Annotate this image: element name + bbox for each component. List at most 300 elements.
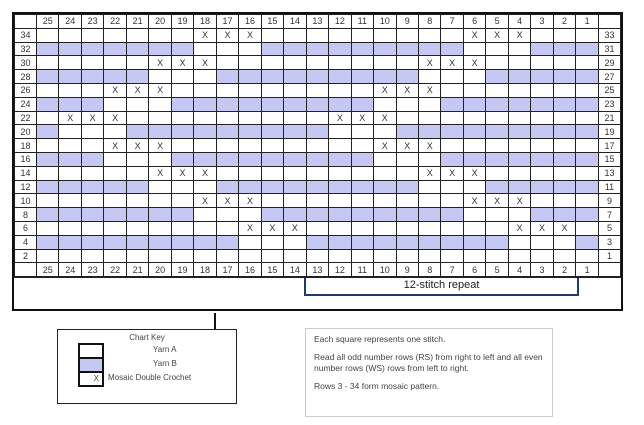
stitch-yarn-a: [37, 28, 59, 42]
stitch-yarn-a: [463, 249, 485, 263]
stitch-yarn-a: [396, 28, 418, 42]
stitch-yarn-b: [329, 180, 351, 194]
stitch-mosaic-dc: X: [284, 221, 306, 235]
row-number-even: 34: [15, 28, 37, 42]
stitch-yarn-b: [194, 125, 216, 139]
stitch-yarn-b: [396, 70, 418, 84]
stitch-yarn-a: [463, 139, 485, 153]
column-number: 12: [329, 15, 351, 29]
stitch-yarn-a: [329, 194, 351, 208]
stitch-yarn-b: [374, 42, 396, 56]
stitch-yarn-a: [194, 208, 216, 222]
stitch-yarn-a: [126, 166, 148, 180]
stitch-yarn-b: [553, 208, 575, 222]
column-number: 9: [396, 263, 418, 277]
stitch-mosaic-dc: X: [216, 28, 238, 42]
stitch-yarn-a: [37, 56, 59, 70]
stitch-yarn-a: [149, 97, 171, 111]
stitch-yarn-b: [81, 235, 103, 249]
column-number: 9: [396, 15, 418, 29]
stitch-yarn-a: [239, 249, 261, 263]
mosaic-chart: [12, 12, 623, 311]
stitch-yarn-a: [104, 56, 126, 70]
stitch-mosaic-dc: X: [374, 111, 396, 125]
chart-row: [15, 180, 621, 194]
stitch-yarn-a: [59, 139, 81, 153]
chart-footer: [14, 277, 621, 309]
stitch-yarn-a: [284, 194, 306, 208]
stitch-yarn-b: [463, 235, 485, 249]
stitch-yarn-b: [351, 42, 373, 56]
stitch-yarn-a: [81, 83, 103, 97]
stitch-yarn-a: [441, 83, 463, 97]
row-number-even: 30: [15, 56, 37, 70]
column-number: 25: [37, 263, 59, 277]
stitch-yarn-b: [216, 235, 238, 249]
stitch-yarn-b: [441, 208, 463, 222]
stitch-yarn-b: [576, 180, 599, 194]
stitch-mosaic-dc: X: [329, 111, 351, 125]
stitch-yarn-b: [553, 125, 575, 139]
stitch-yarn-b: [126, 208, 148, 222]
stitch-yarn-b: [126, 70, 148, 84]
stitch-yarn-b: [306, 235, 328, 249]
column-number: 13: [306, 15, 328, 29]
column-number: 3: [531, 15, 553, 29]
stitch-yarn-b: [418, 125, 440, 139]
column-number: 3: [531, 263, 553, 277]
stitch-yarn-b: [261, 42, 283, 56]
stitch-yarn-b: [37, 235, 59, 249]
stitch-yarn-a: [216, 208, 238, 222]
stitch-yarn-b: [553, 180, 575, 194]
stitch-yarn-b: [284, 42, 306, 56]
stitch-yarn-a: [216, 221, 238, 235]
stitch-yarn-b: [216, 97, 238, 111]
stitch-yarn-a: [81, 56, 103, 70]
stitch-yarn-b: [396, 42, 418, 56]
column-number: 14: [284, 263, 306, 277]
stitch-yarn-a: [261, 194, 283, 208]
stitch-yarn-a: [284, 111, 306, 125]
stitch-yarn-b: [284, 70, 306, 84]
stitch-yarn-a: [171, 83, 193, 97]
stitch-yarn-b: [37, 152, 59, 166]
stitch-yarn-b: [463, 125, 485, 139]
stitch-yarn-b: [508, 152, 530, 166]
stitch-yarn-a: [351, 139, 373, 153]
stitch-yarn-a: [149, 70, 171, 84]
stitch-yarn-b: [171, 152, 193, 166]
row-number-odd: 5: [599, 221, 621, 235]
stitch-yarn-a: [418, 152, 440, 166]
stitch-yarn-a: [374, 166, 396, 180]
stitch-yarn-a: [508, 249, 530, 263]
stitch-mosaic-dc: X: [508, 221, 530, 235]
stitch-yarn-a: [351, 249, 373, 263]
stitch-yarn-a: [239, 83, 261, 97]
row-number-odd: 25: [599, 83, 621, 97]
stitch-yarn-b: [104, 42, 126, 56]
row-number-even: 28: [15, 70, 37, 84]
stitch-yarn-a: [396, 111, 418, 125]
stitch-yarn-a: [576, 249, 599, 263]
stitch-yarn-a: [104, 249, 126, 263]
stitch-yarn-a: [396, 56, 418, 70]
stitch-yarn-b: [508, 70, 530, 84]
stitch-yarn-b: [59, 70, 81, 84]
stitch-mosaic-dc: X: [553, 221, 575, 235]
stitch-yarn-b: [576, 42, 599, 56]
stitch-yarn-a: [396, 249, 418, 263]
stitch-yarn-a: [306, 83, 328, 97]
column-number: 19: [171, 263, 193, 277]
stitch-yarn-a: [329, 139, 351, 153]
stitch-mosaic-dc: X: [171, 166, 193, 180]
stitch-yarn-a: [261, 139, 283, 153]
stitch-yarn-a: [508, 83, 530, 97]
column-number: 11: [351, 263, 373, 277]
chart-row: [15, 56, 621, 70]
stitch-yarn-a: [329, 28, 351, 42]
stitch-yarn-b: [194, 97, 216, 111]
stitch-yarn-a: [374, 97, 396, 111]
column-number: 23: [81, 15, 103, 29]
stitch-yarn-b: [59, 208, 81, 222]
stitch-yarn-a: [329, 56, 351, 70]
stitch-yarn-a: [59, 125, 81, 139]
row-number-odd: 13: [599, 166, 621, 180]
chart-grid: [14, 14, 621, 277]
column-number: 14: [284, 15, 306, 29]
stitch-yarn-a: [194, 42, 216, 56]
stitch-yarn-b: [418, 208, 440, 222]
stitch-yarn-b: [486, 97, 508, 111]
stitch-yarn-b: [441, 125, 463, 139]
column-number: 6: [463, 263, 485, 277]
stitch-yarn-a: [418, 70, 440, 84]
stitch-yarn-a: [59, 194, 81, 208]
stitch-yarn-a: [508, 235, 530, 249]
stitch-yarn-b: [239, 70, 261, 84]
stitch-yarn-b: [261, 125, 283, 139]
stitch-yarn-a: [194, 249, 216, 263]
stitch-yarn-b: [59, 235, 81, 249]
stitch-yarn-b: [59, 152, 81, 166]
column-header-row: [15, 15, 621, 29]
column-number: 4: [508, 263, 530, 277]
stitch-yarn-a: [261, 83, 283, 97]
stitch-yarn-a: [396, 97, 418, 111]
stitch-yarn-b: [306, 42, 328, 56]
stitch-mosaic-dc: X: [194, 28, 216, 42]
stitch-yarn-a: [104, 125, 126, 139]
stitch-yarn-a: [171, 28, 193, 42]
stitch-yarn-a: [104, 194, 126, 208]
stitch-yarn-a: [463, 208, 485, 222]
stitch-yarn-b: [486, 180, 508, 194]
chart-row: [15, 42, 621, 56]
stitch-yarn-a: [374, 56, 396, 70]
column-number: 8: [418, 15, 440, 29]
stitch-yarn-b: [81, 97, 103, 111]
stitch-mosaic-dc: X: [104, 139, 126, 153]
stitch-yarn-a: [418, 111, 440, 125]
stitch-mosaic-dc: X: [59, 111, 81, 125]
stitch-yarn-a: [194, 111, 216, 125]
stitch-yarn-a: [351, 221, 373, 235]
stitch-mosaic-dc: X: [261, 221, 283, 235]
stitch-yarn-a: [553, 194, 575, 208]
stitch-yarn-a: [216, 42, 238, 56]
stitch-yarn-a: [463, 70, 485, 84]
stitch-yarn-b: [329, 208, 351, 222]
column-number: 15: [261, 263, 283, 277]
stitch-yarn-b: [418, 235, 440, 249]
stitch-yarn-a: [81, 139, 103, 153]
stitch-mosaic-dc: X: [463, 28, 485, 42]
column-number: 7: [441, 15, 463, 29]
row-number-even: 24: [15, 97, 37, 111]
stitch-yarn-a: [441, 28, 463, 42]
stitch-yarn-a: [126, 221, 148, 235]
stitch-yarn-b: [553, 42, 575, 56]
stitch-mosaic-dc: X: [149, 139, 171, 153]
stitch-yarn-a: [284, 28, 306, 42]
stitch-yarn-a: [59, 166, 81, 180]
stitch-yarn-a: [486, 83, 508, 97]
stitch-yarn-a: [126, 111, 148, 125]
stitch-yarn-a: [171, 139, 193, 153]
column-number: 24: [59, 15, 81, 29]
stitch-yarn-a: [553, 111, 575, 125]
stitch-yarn-a: [486, 139, 508, 153]
stitch-yarn-a: [576, 166, 599, 180]
stitch-yarn-a: [104, 166, 126, 180]
stitch-yarn-a: [306, 56, 328, 70]
chart-row: [15, 83, 621, 97]
stitch-yarn-a: [81, 249, 103, 263]
stitch-yarn-a: [126, 97, 148, 111]
stitch-yarn-a: [284, 83, 306, 97]
stitch-yarn-b: [59, 180, 81, 194]
stitch-yarn-b: [576, 235, 599, 249]
stitch-yarn-a: [104, 28, 126, 42]
stitch-yarn-a: [216, 83, 238, 97]
stitch-yarn-a: [239, 235, 261, 249]
column-number: 8: [418, 263, 440, 277]
stitch-yarn-a: [486, 42, 508, 56]
stitch-yarn-a: [171, 111, 193, 125]
row-number-odd: 21: [599, 111, 621, 125]
row-number-odd: 27: [599, 70, 621, 84]
stitch-yarn-a: [149, 111, 171, 125]
row-number-odd: 15: [599, 152, 621, 166]
chart-row: [15, 235, 621, 249]
stitch-yarn-b: [261, 152, 283, 166]
stitch-mosaic-dc: X: [486, 28, 508, 42]
stitch-mosaic-dc: X: [374, 83, 396, 97]
stitch-yarn-a: [351, 166, 373, 180]
stitch-mosaic-dc: X: [104, 83, 126, 97]
stitch-yarn-a: [171, 180, 193, 194]
stitch-mosaic-dc: X: [194, 194, 216, 208]
stitch-yarn-b: [171, 125, 193, 139]
swatch-yarn-a: [80, 345, 102, 359]
stitch-yarn-b: [171, 235, 193, 249]
stitch-yarn-b: [329, 235, 351, 249]
stitch-yarn-b: [284, 208, 306, 222]
stitch-yarn-a: [126, 249, 148, 263]
column-number: 1: [576, 15, 599, 29]
stitch-yarn-a: [329, 249, 351, 263]
column-number: 17: [216, 263, 238, 277]
row-number-odd: 33: [599, 28, 621, 42]
stitch-yarn-a: [59, 221, 81, 235]
chart-row: [15, 70, 621, 84]
stitch-yarn-b: [508, 180, 530, 194]
stitch-yarn-a: [396, 221, 418, 235]
stitch-yarn-b: [81, 208, 103, 222]
stitch-yarn-a: [553, 166, 575, 180]
stitch-mosaic-dc: X: [396, 139, 418, 153]
row-number-odd: 1: [599, 249, 621, 263]
stitch-mosaic-dc: X: [441, 56, 463, 70]
stitch-yarn-b: [553, 97, 575, 111]
row-number-even: 32: [15, 42, 37, 56]
stitch-yarn-a: [374, 221, 396, 235]
chart-row: [15, 221, 621, 235]
stitch-mosaic-dc: X: [126, 83, 148, 97]
stitch-yarn-a: [261, 235, 283, 249]
stitch-yarn-b: [104, 70, 126, 84]
stitch-yarn-b: [486, 125, 508, 139]
stitch-yarn-b: [531, 70, 553, 84]
stitch-yarn-a: [216, 139, 238, 153]
stitch-yarn-a: [486, 208, 508, 222]
stitch-mosaic-dc: X: [463, 194, 485, 208]
stitch-yarn-b: [441, 152, 463, 166]
row-number-even: 22: [15, 111, 37, 125]
stitch-yarn-b: [463, 97, 485, 111]
corner-cell: [15, 15, 37, 29]
stitch-yarn-b: [396, 208, 418, 222]
stitch-yarn-a: [441, 221, 463, 235]
stitch-yarn-b: [486, 152, 508, 166]
stitch-yarn-a: [261, 249, 283, 263]
row-number-even: 10: [15, 194, 37, 208]
stitch-yarn-a: [149, 221, 171, 235]
column-number: 1: [576, 263, 599, 277]
stitch-yarn-a: [171, 70, 193, 84]
stitch-yarn-a: [418, 180, 440, 194]
stitch-yarn-a: [486, 249, 508, 263]
stitch-yarn-b: [239, 125, 261, 139]
connector-line: [214, 313, 216, 330]
stitch-yarn-b: [441, 97, 463, 111]
stitch-yarn-a: [149, 152, 171, 166]
stitch-yarn-a: [463, 111, 485, 125]
stitch-yarn-b: [149, 235, 171, 249]
stitch-yarn-a: [81, 166, 103, 180]
corner-cell: [599, 263, 621, 277]
stitch-yarn-b: [576, 97, 599, 111]
stitch-yarn-b: [126, 180, 148, 194]
stitch-yarn-b: [261, 70, 283, 84]
stitch-yarn-b: [81, 70, 103, 84]
chart-row: [15, 125, 621, 139]
stitch-yarn-a: [351, 194, 373, 208]
stitch-mosaic-dc: X: [104, 111, 126, 125]
column-number: 5: [486, 15, 508, 29]
instructions-box: [305, 328, 553, 417]
stitch-mosaic-dc: X: [418, 56, 440, 70]
stitch-yarn-a: [37, 249, 59, 263]
stitch-yarn-b: [486, 70, 508, 84]
stitch-mosaic-dc: X: [171, 56, 193, 70]
stitch-yarn-b: [418, 42, 440, 56]
stitch-yarn-b: [171, 208, 193, 222]
stitch-yarn-b: [576, 70, 599, 84]
stitch-yarn-a: [329, 166, 351, 180]
stitch-yarn-b: [329, 97, 351, 111]
stitch-yarn-a: [261, 111, 283, 125]
stitch-yarn-a: [531, 56, 553, 70]
stitch-mosaic-dc: X: [418, 139, 440, 153]
stitch-yarn-a: [553, 139, 575, 153]
stitch-yarn-a: [59, 249, 81, 263]
row-number-even: 2: [15, 249, 37, 263]
stitch-yarn-a: [104, 97, 126, 111]
stitch-yarn-b: [216, 152, 238, 166]
stitch-yarn-b: [486, 235, 508, 249]
stitch-yarn-a: [284, 56, 306, 70]
stitch-yarn-a: [508, 111, 530, 125]
stitch-yarn-a: [508, 208, 530, 222]
stitch-yarn-b: [351, 208, 373, 222]
chart-key: [57, 329, 237, 404]
stitch-yarn-a: [216, 249, 238, 263]
stitch-yarn-b: [576, 208, 599, 222]
stitch-yarn-a: [508, 166, 530, 180]
column-number: 18: [194, 15, 216, 29]
key-label-yarn-b: Yarn B: [153, 359, 177, 368]
stitch-yarn-b: [531, 208, 553, 222]
stitch-yarn-b: [329, 152, 351, 166]
stitch-yarn-b: [531, 97, 553, 111]
stitch-yarn-a: [576, 221, 599, 235]
note-stitch: Each square represents one stitch.: [314, 334, 446, 344]
stitch-yarn-b: [306, 152, 328, 166]
stitch-yarn-a: [351, 56, 373, 70]
stitch-yarn-a: [553, 83, 575, 97]
stitch-yarn-a: [81, 194, 103, 208]
repeat-bracket: 12-stitch repeat: [304, 278, 579, 296]
row-number-odd: 11: [599, 180, 621, 194]
stitch-yarn-a: [239, 56, 261, 70]
stitch-yarn-a: [576, 56, 599, 70]
stitch-yarn-b: [104, 180, 126, 194]
stitch-yarn-a: [374, 152, 396, 166]
column-number: 5: [486, 263, 508, 277]
stitch-yarn-a: [441, 70, 463, 84]
stitch-yarn-a: [37, 139, 59, 153]
stitch-yarn-b: [351, 70, 373, 84]
stitch-yarn-b: [261, 208, 283, 222]
stitch-yarn-a: [351, 125, 373, 139]
stitch-yarn-a: [59, 28, 81, 42]
corner-cell: [15, 263, 37, 277]
